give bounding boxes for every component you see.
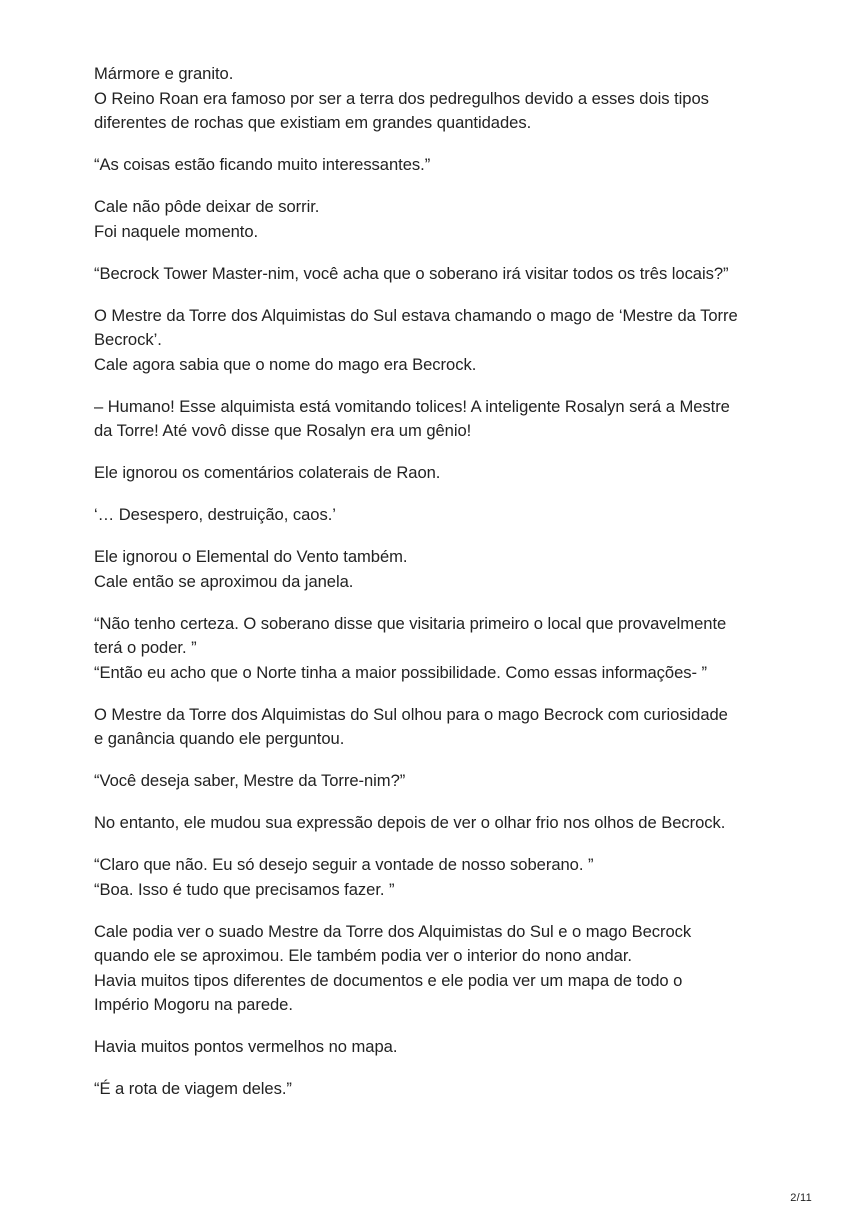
text-line: Ele ignorou o Elemental do Vento também. [94,547,408,566]
text-line: Ele ignorou os comentários colaterais de Raon. [94,463,441,482]
text-line: Cale não pôde deixar de sorrir. [94,197,320,216]
paragraph [94,304,794,378]
text-line: Becrock’. [94,330,162,349]
paragraph [94,1077,794,1102]
text-line: “Becrock Tower Master-nim, você acha que o soberano irá visitar todos os três locais?” [94,263,729,283]
text-line: “Você deseja saber, Mestre da Torre-nim?” [94,771,406,790]
text-line: Cale então se aproximou da janela. [94,571,354,591]
page-number: 2/11 [790,1192,812,1204]
paragraph [94,153,794,178]
text-line: “Claro que não. Eu só desejo seguir a vontade de nosso soberano. ” [94,855,594,874]
text-line: O Mestre da Torre dos Alquimistas do Sul estava chamando o mago de ‘Mestre da Torre [94,305,738,325]
text-line: Cale agora sabia que o nome do mago era Becrock. [94,354,477,374]
paragraph [94,920,794,1018]
paragraph [94,62,794,136]
paragraph [94,545,794,594]
paragraph [94,703,794,752]
text-line: ‘… Desespero, destruição, caos.’ [94,505,336,524]
text-line: e ganância quando ele perguntou. [94,729,345,748]
text-line: quando ele se aproximou. Ele também podia ver o interior do nono andar. [94,946,632,965]
text-line: – Humano! Esse alquimista está vomitando tolices! A inteligente Rosalyn será a Mestre [94,396,730,416]
text-line: “As coisas estão ficando muito interessantes.” [94,155,431,174]
text-line: “Então eu acho que o Norte tinha a maior possibilidade. Como essas informações- ” [94,662,708,682]
text-line: O Reino Roan era famoso por ser a terra dos pedregulhos devido a esses dois tipos [94,88,709,108]
document-body [94,62,794,1119]
text-line: terá o poder. ” [94,638,197,657]
text-line: Foi naquele momento. [94,221,259,241]
text-line: Havia muitos pontos vermelhos no mapa. [94,1037,398,1056]
paragraph [94,1035,794,1060]
text-line: Havia muitos tipos diferentes de documentos e ele podia ver um mapa de todo o [94,970,683,990]
paragraph [94,195,794,244]
text-line: O Mestre da Torre dos Alquimistas do Sul olhou para o mago Becrock com curiosidade [94,704,728,724]
text-line: diferentes de rochas que existiam em grandes quantidades. [94,113,532,132]
text-line: da Torre! Até vovô disse que Rosalyn era um gênio! [94,421,472,440]
paragraph [94,461,794,486]
paragraph [94,769,794,794]
text-line: Mármore e granito. [94,64,234,83]
paragraph [94,395,794,444]
text-line: “Não tenho certeza. O soberano disse que visitaria primeiro o local que provavelmente [94,613,727,633]
paragraph [94,811,794,836]
text-line: Império Mogoru na parede. [94,995,293,1014]
paragraph [94,503,794,528]
paragraph [94,853,794,902]
text-line: “É a rota de viagem deles.” [94,1079,292,1098]
text-line: “Boa. Isso é tudo que precisamos fazer. ” [94,879,395,899]
text-line: Cale podia ver o suado Mestre da Torre dos Alquimistas do Sul e o mago Becrock [94,921,692,941]
paragraph [94,612,794,686]
text-line: No entanto, ele mudou sua expressão depois de ver o olhar frio nos olhos de Becrock. [94,813,726,832]
paragraph [94,262,794,287]
